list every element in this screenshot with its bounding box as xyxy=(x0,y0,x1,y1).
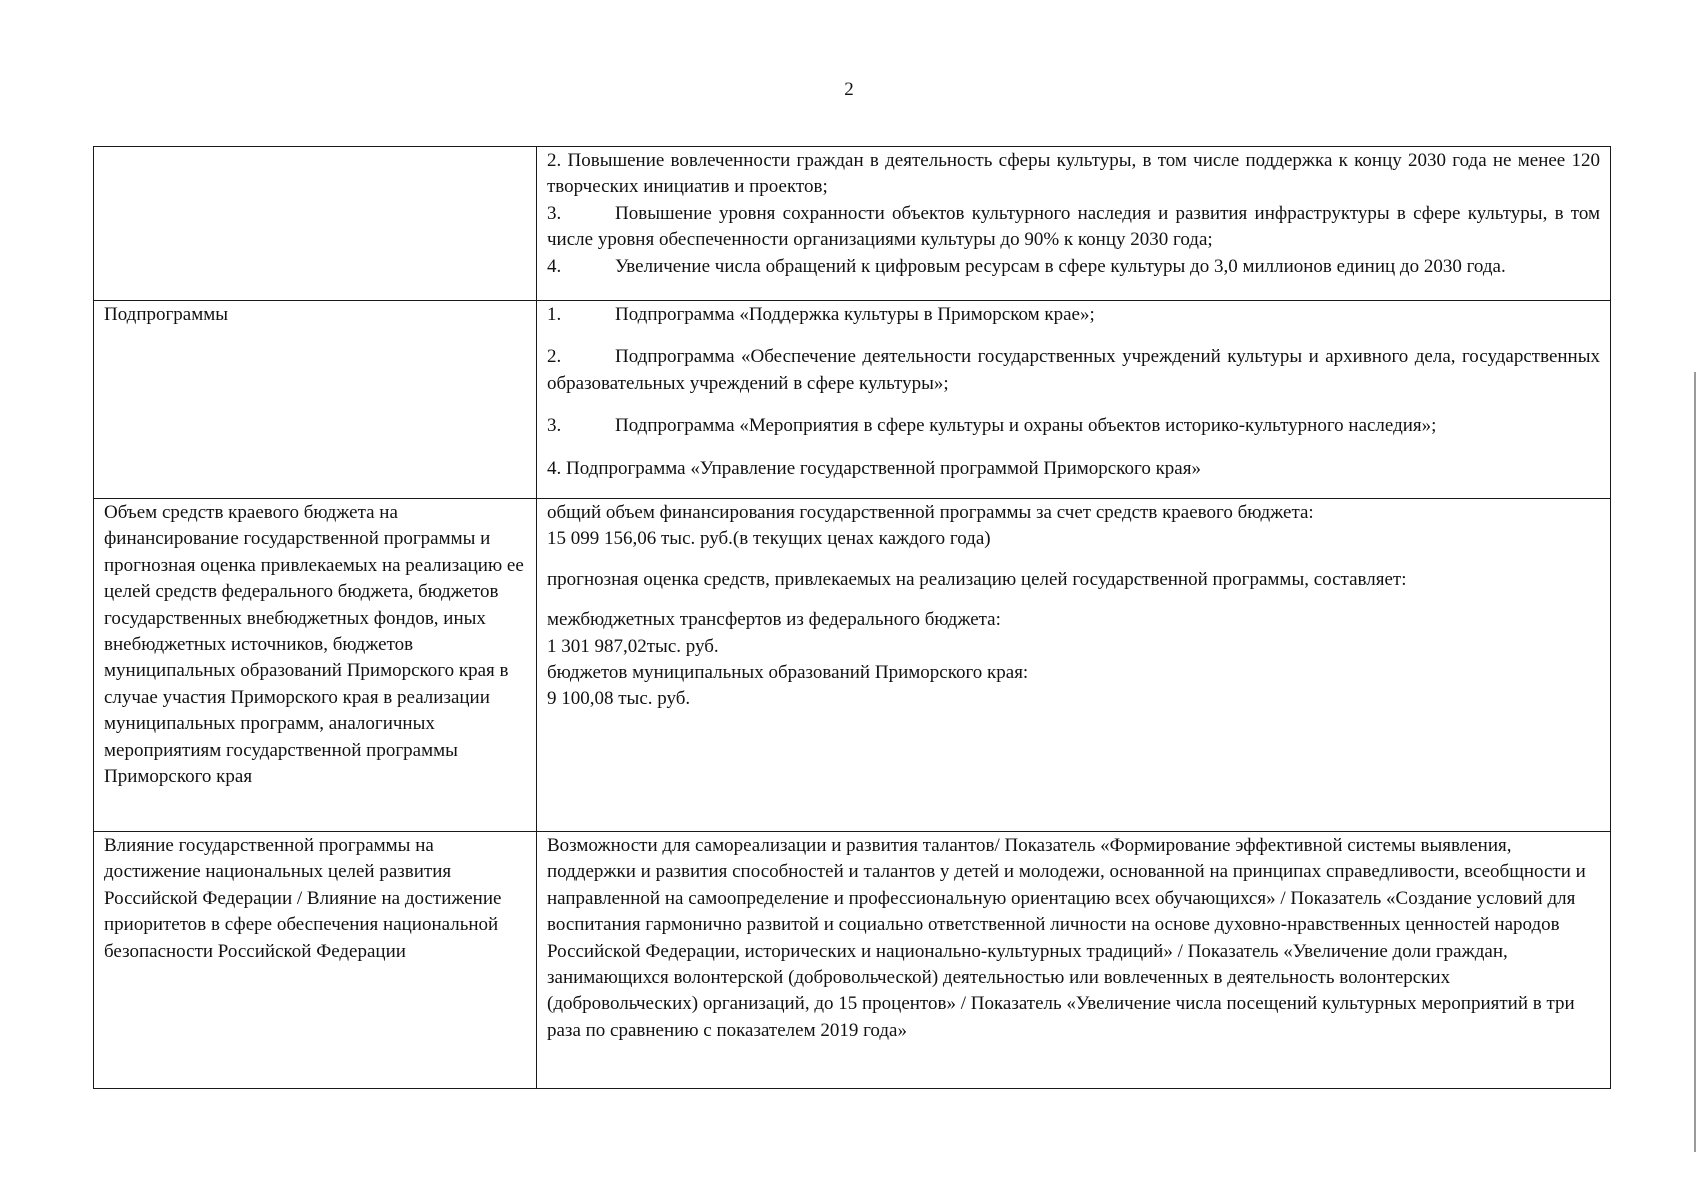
goal-item-4-number: 4. xyxy=(547,255,562,277)
impact-value-cell xyxy=(537,832,1611,1089)
subprograms-label: Подпрограммы xyxy=(94,301,537,499)
budget-label-text: Объем средств краевого бюджета на финансирование государственной программы и прогнозная оценка привлекаемых на реализацию ее целей средств федерального бюджета, бюджетов государственных внебюджетных фондов, иных внебюджетных источников, бюджетов муниципальных образований Приморского края в случае участия Приморского края в реализации муниципальных программ, аналогичных мероприятиям государственной программы Приморского края xyxy=(104,502,524,788)
subprogram-item-2-number: 2. xyxy=(547,346,562,368)
budget-label xyxy=(94,499,537,832)
spacer xyxy=(547,397,1600,413)
spacer xyxy=(547,440,1600,456)
table-row-impact xyxy=(94,832,1611,1089)
subprogram-item-4: 4. Подпрограмма «Управление государственной программой Приморского края» xyxy=(547,457,1201,479)
subprograms-value-cell xyxy=(537,301,1611,499)
table-row-budget xyxy=(94,499,1611,832)
impact-text: Возможности для самореализации и развития талантов/ Показатель «Формирование эффективной системы выявления, поддержки и развития способностей и талантов у детей и молодежи, основанной на принципах справедливости, всеобщности и направленной на самоопределение и профессиональную ориентацию всех обучающихся» / Показатель «Создание условий для воспитания гармонично развитой и социально ответственной личности на основе духовно-нравственных ценностей народов Российской Федерации, исторических и национально-культурных традиций» / Показатель «Увеличение доли граждан, занимающихся волонтерской (добровольческой) деятельностью или вовлеченных в деятельность волонтерских (добровольческих) организаций, до 15 процентов» / Показатель «Увеличение числа посещений культурных мероприятий в три раза по сравнению с показателем 2019 года» xyxy=(547,835,1586,1041)
budget-municipal-value: 9 100,08 тыс. руб. xyxy=(547,688,691,710)
subprogram-item-1-text: Подпрограмма «Поддержка культуры в Приморском крае»; xyxy=(615,304,1095,325)
goals-label-cell xyxy=(94,147,537,301)
subprogram-item-3 xyxy=(547,413,1600,439)
goal-item-4 xyxy=(547,254,1600,280)
goals-value-cell xyxy=(537,147,1611,301)
goal-item-4-text: Увеличение числа обращений к цифровым ресурсам в сфере культуры до 3,0 миллионов единиц до 2030 года. xyxy=(615,255,1506,277)
spacer xyxy=(547,593,1600,607)
goal-item-2: 2. Повышение вовлеченности граждан в деятельность сферы культуры, в том числе поддержка к концу 2030 года не менее 120 творческих инициатив и проектов; xyxy=(547,150,1600,198)
goal-item-3 xyxy=(547,201,1600,254)
budget-value-cell xyxy=(537,499,1611,832)
budget-forecast-heading: прогнозная оценка средств, привлекаемых на реализацию целей государственной программы, составляет: xyxy=(547,568,1407,590)
subprogram-item-3-text: Подпрограмма «Мероприятия в сфере культуры и охраны объектов историко-культурного наследия»; xyxy=(615,415,1437,437)
subprogram-item-1-number: 1. xyxy=(547,304,562,325)
goal-item-3-number: 3. xyxy=(547,202,562,224)
subprogram-item-2 xyxy=(547,344,1600,397)
program-passport-table xyxy=(93,146,1611,1089)
budget-total-value: 15 099 156,06 тыс. руб.(в текущих ценах каждого года) xyxy=(547,528,991,550)
budget-municipal-heading: бюджетов муниципальных образований Приморского края: xyxy=(547,662,1029,684)
spacer xyxy=(547,328,1600,344)
impact-label xyxy=(94,832,537,1089)
budget-federal-heading: межбюджетных трансфертов из федерального бюджета: xyxy=(547,609,1001,631)
impact-label-text: Влияние государственной программы на достижение национальных целей развития Российской Федерации / Влияние на достижение приоритетов в сфере обеспечения национальной безопасности Российской Федерации xyxy=(104,835,502,962)
subprogram-item-2-text: Подпрограмма «Обеспечение деятельности государственных учреждений культуры и архивного дела, государственных образовательных учреждений в сфере культуры»; xyxy=(547,346,1600,394)
page-number: 2 xyxy=(844,79,854,100)
table-row-goals-continuation xyxy=(94,147,1611,301)
subprogram-item-1 xyxy=(547,302,1600,328)
budget-federal-value: 1 301 987,02тыс. руб. xyxy=(547,635,719,657)
scan-edge-line xyxy=(1694,372,1696,1152)
budget-total-heading: общий объем финансирования государственной программы за счет средств краевого бюджета: xyxy=(547,502,1314,523)
subprogram-item-3-number: 3. xyxy=(547,415,562,437)
goal-item-3-text: Повышение уровня сохранности объектов культурного наследия и развития инфраструктуры в сфере культуры, в том числе уровня обеспеченности организациями культуры до 90% к концу 2030 года; xyxy=(547,202,1600,251)
table-row-subprograms xyxy=(94,301,1611,499)
spacer xyxy=(547,553,1600,567)
